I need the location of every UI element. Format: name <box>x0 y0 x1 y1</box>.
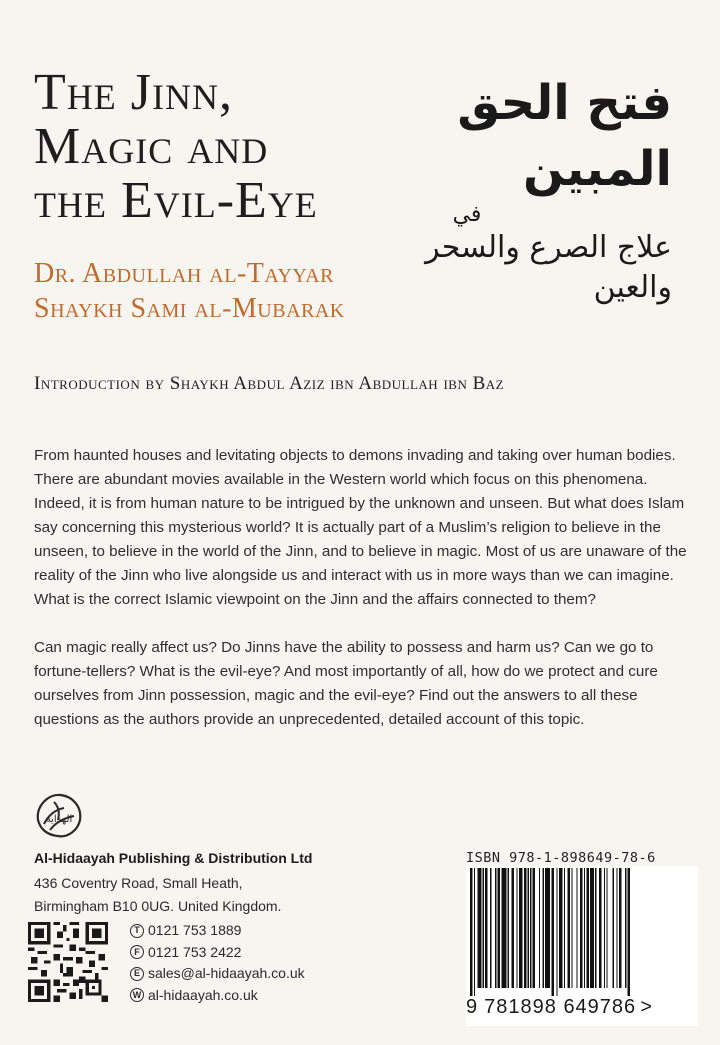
contact-email <box>130 963 305 985</box>
publisher-logo <box>30 786 88 844</box>
arabic-title <box>372 70 672 308</box>
phone-number: 0121 753 1889 <box>148 922 242 938</box>
contact-fax <box>130 942 305 964</box>
blurb-paragraph: Can magic really affect us? Do Jinns have the ability to possess and harm us? Can we go to fortune-tellers? What is the evil-eye? And most importantly of all, how do we protect and cure ourselves from Jinn possession, magic and the evil-eye? Find out the answers to all these questions as the authors provide an unprecedented, detailed account of this topic. <box>34 639 658 728</box>
web-icon: W <box>130 988 144 1002</box>
barcode-bar <box>625 868 626 988</box>
barcode-bar <box>501 868 506 988</box>
title-line: the Evil-Eye <box>34 172 318 229</box>
barcode-bar <box>478 868 482 988</box>
barcode-bar <box>616 868 617 988</box>
barcode-digits-left: 781898 <box>484 996 557 1018</box>
back-cover-blurb <box>34 444 688 756</box>
barcode-bar <box>628 868 631 996</box>
barcode-bar <box>495 868 496 988</box>
barcode-arrow: > <box>640 996 653 1018</box>
barcode-bar <box>519 868 523 988</box>
barcode-bar <box>551 868 554 996</box>
barcode-bar <box>474 868 475 996</box>
barcode-bar <box>530 868 531 988</box>
barcode-bar <box>556 868 557 996</box>
barcode-bar <box>539 868 540 988</box>
barcode-bar <box>571 868 572 988</box>
publisher-logo-text: الهداية <box>45 814 73 825</box>
barcode-bar <box>485 868 488 988</box>
barcode-bar <box>613 868 614 988</box>
barcode-digit-first: 9 <box>466 996 479 1018</box>
barcode-bar <box>584 868 585 988</box>
isbn-label: ISBN 978-1-898649-78-6 <box>466 850 656 866</box>
barcode-bar <box>498 868 501 988</box>
address-line: 436 Coventry Road, Small Heath, <box>34 875 243 891</box>
phone-icon: T <box>130 924 144 938</box>
contact-website <box>130 985 305 1007</box>
publisher-address <box>34 872 281 918</box>
publisher-name: Al-Hidaayah Publishing & Distribution Ltd <box>34 850 313 866</box>
qr-code <box>28 922 108 1002</box>
title-line: The Jinn, <box>34 64 233 121</box>
barcode-bar <box>543 868 544 988</box>
email-address: sales@al-hidaayah.co.uk <box>148 965 305 981</box>
address-line: Birmingham B10 0UG. United Kingdom. <box>34 898 282 914</box>
barcode-bar <box>528 868 529 988</box>
barcode-bar <box>595 868 596 988</box>
barcode-bar <box>564 868 565 988</box>
barcode-digits <box>466 996 706 1019</box>
barcode-bar <box>511 868 514 988</box>
contact-list <box>130 920 305 1006</box>
barcode-bar <box>483 868 484 988</box>
arabic-title-subtitle: علاج الصرع والسحر والعين <box>425 230 672 305</box>
barcode-bar <box>590 868 594 988</box>
author-name: Dr. Abdullah al-Tayyar <box>34 258 334 289</box>
barcode-bar <box>545 868 550 988</box>
barcode-bar <box>470 868 473 996</box>
author-name: Shaykh Sami al-Mubarak <box>34 293 345 324</box>
arabic-title-fi: في <box>452 202 482 227</box>
fax-icon: F <box>130 945 144 959</box>
barcode-bar <box>606 868 607 988</box>
barcode-bar <box>533 868 536 988</box>
barcode-bar <box>586 868 589 988</box>
email-icon: E <box>130 967 144 981</box>
fax-number: 0121 753 2422 <box>148 943 242 960</box>
barcode-bar <box>619 868 622 988</box>
introduction-credit: Introduction by Shaykh Abdul Aziz ibn Abdullah ibn Baz <box>34 373 505 394</box>
authors <box>34 256 345 326</box>
title-line: Magic and <box>34 118 269 175</box>
barcode-bar <box>580 868 583 988</box>
book-title <box>34 66 374 228</box>
barcode-digits-right: 649786 <box>563 996 637 1018</box>
barcode-bar <box>604 868 605 988</box>
barcode-bar <box>568 868 571 988</box>
barcode-bar <box>599 868 602 988</box>
barcode-bar <box>559 868 563 988</box>
contact-phone <box>130 920 305 942</box>
barcode-bar <box>576 868 577 988</box>
barcode-bar <box>490 868 491 988</box>
arabic-title-main: فتح الحق المبين <box>457 75 672 197</box>
barcode-bar <box>516 868 517 988</box>
barcode-bar <box>508 868 509 988</box>
blurb-paragraph: From haunted houses and levitating objects to demons invading and taking over human bodies. There are abundant movies available in the Western world which focus on this phenomena. Indeed, it is from human nature to be intrigued by the unknown and unseen. But what does Islam say concerning this mysterious world? It is actually part of a Muslim’s religion to believe in the unseen, to believe in the world of the Jinn, and to believe in magic. Most of us are unaware of the reality of the Jinn who live alongside us and interact with us in more ways than we can imagine. What is the correct Islamic viewpoint on the Jinn and the affairs connected to them? <box>34 447 687 608</box>
website-url: al-hidaayah.co.uk <box>148 986 258 1003</box>
barcode-bar <box>524 868 527 988</box>
